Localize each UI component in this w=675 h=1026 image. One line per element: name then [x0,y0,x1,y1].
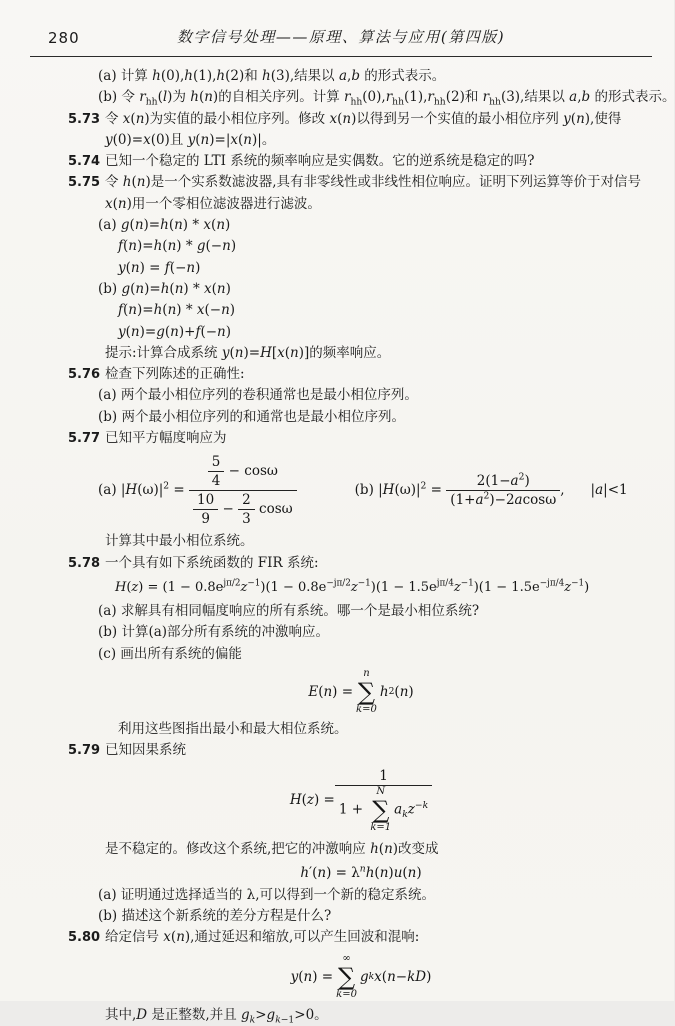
line-text: 其中,D 是正整数,并且 $g_k>g_{k-1}>0$。 [105,1006,328,1026]
problem-number: 5.74 [68,154,101,170]
line-text: y(n) = f(−n) [118,259,201,276]
line-text: 计算其中最小相位系统。 [105,533,254,550]
equation-5-77-condition: |a|<1 [590,482,628,499]
equation-partial-energy: E ( n ) = n ∑ k=0 h 2 ( n ) [308,667,414,715]
text-line [68,215,654,236]
line-text: 是不稳定的。修改这个系统,把它的冲激响应 h(n)改变成 [105,841,439,858]
problem-number: 5.78 [68,555,101,571]
equation-5-77 [68,449,654,531]
line-text: 检查下列陈述的正确性: [105,366,245,383]
problem-number: 5.80 [68,930,101,946]
problem-number: 5.75 [68,175,101,191]
problem-line [68,553,654,574]
text-line [68,719,654,740]
text-line [68,130,654,151]
content [68,66,675,1026]
line-text: f(n)=h(n) * g(−n) [118,238,237,255]
line-text: y(0)=x(0)且 y(n)=|x(n)|。 [105,131,276,148]
text-line [68,622,654,643]
line-text: 已知平方幅度响应为 [105,430,227,447]
text-line [68,407,654,428]
equation-5-77b: (b) $|H(\omega)|^2$ = $\frac{2(1-a^2)}{(1+a^2)-2acos\omega}$ , [354,471,565,508]
line-text: 给定信号 x(n),通过延迟和缩放,可以产生回波和混响: [105,929,420,946]
text-line [68,279,654,300]
text-line [68,66,654,87]
line-text: (b) 令 $r_{hh}(l)$为 h(n)的自相关序列。计算 $r_{hh}(0),r_{hh}(1),r_{hh}(2)$和 $r_{hh}(3)$,结果以 a,b 的形式表示。 [98,89,675,108]
text-line [68,194,654,215]
problem-number: 5.73 [68,111,101,127]
line-text: 利用这些图指出最小和最大相位系统。 [118,720,348,737]
page-header [30,26,652,50]
line-text: 提示:计算合成系统 y(n)=H[x(n)]的频率响应。 [105,344,391,361]
problem-number: 5.79 [68,743,101,759]
equation-5-80: y ( n ) = ∞ ∑ k=0 g k x ( n − kD ) [290,952,432,1000]
header-title: 数字信号处理——原理、算法与应用(第四版) [176,28,506,46]
equation-5-77a: (a) $|H(\omega)|^2$ = $\frac{5}{4}$ − cosω $\frac{10}{9}$ − $\frac{2}{3}$ cosω [98,454,297,527]
text-line [68,87,675,108]
line-text: (a) 证明通过选择适当的 λ,可以得到一个新的稳定系统。 [98,886,436,903]
header-rule [30,56,652,57]
text-line [68,839,654,860]
line-text: (b) 描述这个新系统的差分方程是什么? [98,908,332,925]
problem-line [68,428,654,449]
problem-line [68,364,654,385]
page-number: 280 [48,29,80,47]
problem-line [68,927,654,948]
problem-line [68,109,654,130]
line-text: 令 h(n)是一个实系数滤波器,具有非零线性或非线性相位响应。证明下列运算等价于对信号 [105,174,642,191]
line-text: y(n)=g(n)+f(−n) [118,323,232,340]
text-line [68,885,654,906]
line-text: (b) 两个最小相位序列的和通常也是最小相位序列。 [98,408,405,425]
line-text: 令 x(n)为实值的最小相位序列。修改 x(n)以得到另一个实值的最小相位序列 y(n),使得 [105,110,622,127]
line-text: (b) g(n)=h(n) * x(n) [98,280,231,297]
text-line [68,906,654,927]
line-text: (b) 计算(a)部分所有系统的冲激响应。 [98,624,330,641]
text-line [68,531,654,552]
problem-line [68,740,654,761]
text-line [68,644,654,665]
line-text: (a) g(n)=h(n) * x(n) [98,217,231,234]
problem-number: 5.77 [68,431,101,447]
text-line [68,236,654,257]
line-text: (c) 画出所有系统的偏能 [98,645,242,662]
text-line [68,343,654,364]
line-text: (a) 两个最小相位序列的卷积通常也是最小相位序列。 [98,387,418,404]
line-text: x(n)用一个零相位滤波器进行滤波。 [105,195,321,212]
equation-5-79: H ( z ) = 1 1 + N ∑ k=1 $a_kz^{-k}$ [68,761,654,839]
problem-line [68,151,654,172]
line-text: 一个具有如下系统函数的 FIR 系统: [105,554,319,571]
problem-number: 5.76 [68,367,101,383]
text-line [68,322,654,343]
line-text: 已知一个稳定的 LTI 系统的频率响应是实偶数。它的逆系统是稳定的吗? [105,153,535,170]
text-line [68,601,654,622]
text-line [68,1005,654,1026]
text-line [68,258,654,279]
problem-line [68,172,654,193]
line-text: (a) 求解具有相同幅度响应的所有系统。哪一个是最小相位系统? [98,602,480,619]
equation-5-78: $H(z) = (1 - 0.8e^{j\pi/2}z^{-1})(1 - 0.8e^{-j\pi/2}z^{-1})(1 - 1.5e^{j\pi/4}z^{-1})(1 - 1.5e^{-j\pi/4}z^{-1})$ [115,578,590,595]
line-text: (a) 计算 h(0),h(1),h(2)和 h(3),结果以 a,b 的形式表示。 [98,68,446,84]
text-line [68,385,654,406]
line-text: 已知因果系统 [105,742,186,759]
text-line [68,300,654,321]
equation-h-prime: $h'(n) = \lambda^nh(n)u(n)$ [300,863,422,881]
line-text: f(n)=h(n) * x(−n) [118,302,236,319]
